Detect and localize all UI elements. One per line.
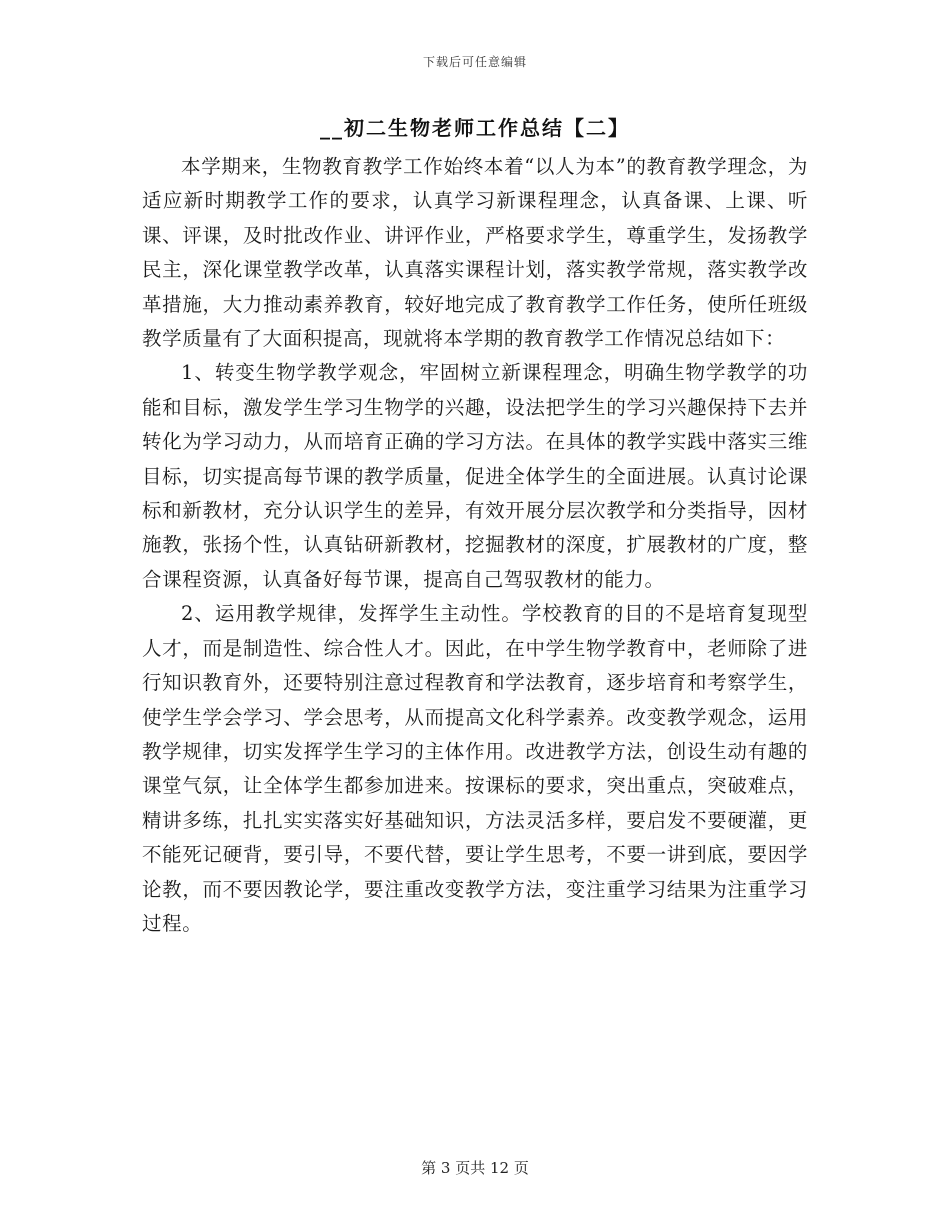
paragraph-point-2: 2、运用教学规律，发挥学生主动性。学校教育的目的不是培育复现型人才，而是制造性、综合性人才。因此，在中学生物学教育中，老师除了进行知识教育外，还要特别注意过程教育和学法教育，逐步培育和考察学生，使学生学会学习、学会思考，从而提高文化科学素养。改变教学观念，运用教学规律，切实发挥学生学习的主体作用。改进教学方法，创设生动有趣的课堂气氛，让全体学生都参加进来。按课标的要求，突出重点，突破难点，精讲多练，扎扎实实落实好基础知识，方法灵活多样，要启发不要硬灌，更不能死记硬背，要引导，不要代替，要让学生思考，不要一讲到底，要因学论教，而不要因教论学，要注重改变教学方法，变注重学习结果为注重学习过程。 xyxy=(142,602,808,935)
header-note: 下载后可任意编辑 xyxy=(422,55,527,69)
paragraph-point-1: 1、转变生物学教学观念，牢固树立新课程理念，明确生物学教学的功能和目标，激发学生学习生物学的兴趣，设法把学生的学习兴趣保持下去并转化为学习动力，从而培育正确的学习方法。在具体的教学实践中落实三维目标，切实提高每节课的教学质量，促进全体学生的全面进展。认真讨论课标和新教材，充分认识学生的差异，有效开展分层次教学和分类指导，因材施教，张扬个性，认真钻研新教材，挖掘教材的深度，扩展教材的广度，整合课程资源，认真备好每节课，提高自己驾驭教材的能力。 xyxy=(142,361,808,591)
paragraph-intro: 本学期来，生物教育教学工作始终本着“以人为本”的教育教学理念，为适应新时期教学工作的要求，认真学习新课程理念，认真备课、上课、听课、评课，及时批改作业、讲评作业，严格要求学生，尊重学生，发扬教学民主，深化课堂教学改革，认真落实课程计划，落实教学常规，落实教学改革措施，大力推动素养教育，较好地完成了教育教学工作任务，使所任班级教学质量有了大面积提高，现就将本学期的教育教学工作情况总结如下： xyxy=(142,155,808,351)
document-body xyxy=(142,150,808,941)
page-number: 第 3 页共 12 页 xyxy=(421,1159,529,1177)
document-title: __初二生物老师工作总结【二】 xyxy=(320,116,630,140)
